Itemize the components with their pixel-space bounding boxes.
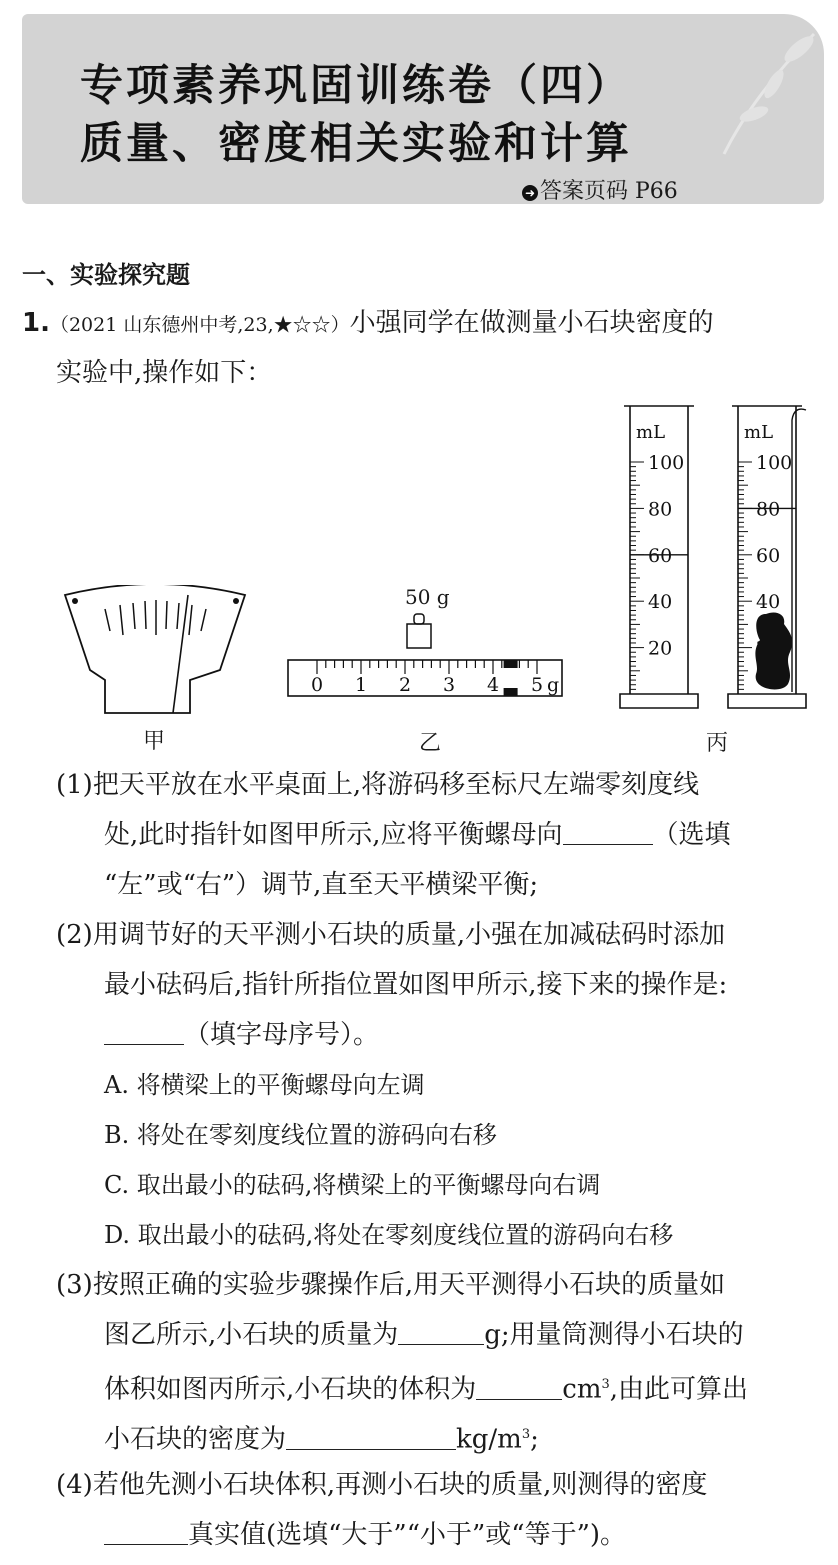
rider-bottom-mark xyxy=(504,688,518,696)
part4-text: 真实值(选填“大于”“小于”或“等于”)。 xyxy=(188,1520,627,1550)
question-1-stem-line1 xyxy=(22,306,714,342)
answer-page-reference xyxy=(522,174,678,205)
answer-blank-5[interactable] xyxy=(286,1425,456,1450)
unit-kg-per-m: kg/m xyxy=(456,1424,522,1455)
cylinder-unit-label: mL xyxy=(744,422,774,443)
unit-m-exponent: 3 xyxy=(521,1427,531,1442)
part1-line1: (1)把天平放在水平桌面上,将游码移至标尺左端零刻度线 xyxy=(56,770,700,800)
answer-blank-1[interactable] xyxy=(563,820,653,845)
weight-50g-label: 50 g xyxy=(405,585,450,609)
figure-bing-cylinder-water xyxy=(618,402,700,712)
cylinder-tick-label: 80 xyxy=(648,498,673,521)
question-source: （2021 山东德州中考,23,★☆☆） xyxy=(49,314,350,336)
weight-50g-icon xyxy=(404,612,434,650)
unit-cm-exponent: 3 xyxy=(601,1377,610,1392)
figure-jia-label: 甲 xyxy=(143,729,166,754)
cylinder-tick-label: 60 xyxy=(756,544,781,567)
part2-line3 xyxy=(104,1018,379,1052)
part3-text-b: g;用量筒测得小石块的 xyxy=(484,1320,744,1350)
part1-line2 xyxy=(104,818,731,852)
scale-tick-label: 5 xyxy=(531,674,544,696)
part1-text-a: 处,此时指针如图甲所示,应将平衡螺母向 xyxy=(104,820,563,850)
scale-unit-label: g xyxy=(547,674,560,696)
answer-blank-3[interactable] xyxy=(398,1320,484,1345)
part3-text-c: 体积如图丙所示,小石块的体积为 xyxy=(104,1374,477,1405)
part3-text-e: 小石块的密度为 xyxy=(104,1424,287,1455)
scale-tick-label: 2 xyxy=(399,674,412,696)
figure-yi-rider-scale xyxy=(287,656,563,700)
part3-text-a: 图乙所示,小石块的质量为 xyxy=(104,1320,399,1350)
option-a: A. 将横梁上的平衡螺母向左调 xyxy=(104,1071,425,1099)
part3-line3 xyxy=(104,1368,748,1407)
part3-text-f: ; xyxy=(530,1424,539,1455)
rider-top-mark xyxy=(504,660,518,668)
answer-blank-4[interactable] xyxy=(476,1375,562,1400)
cylinder-tick-label: 20 xyxy=(648,637,673,660)
part4-line1: (4)若他先测小石块体积,再测小石块的质量,则测得的密度 xyxy=(56,1470,708,1500)
answer-blank-6[interactable] xyxy=(104,1520,188,1545)
figure-yi-label: 乙 xyxy=(419,731,442,756)
cylinder-tick-label: 100 xyxy=(648,452,685,474)
part2-line2: 最小砝码后,指针所指位置如图甲所示,接下来的操作是: xyxy=(104,970,728,1000)
part1-line3: “左”或“右”）调节,直至天平横梁平衡; xyxy=(104,870,539,900)
figure-bing-label: 丙 xyxy=(706,731,729,756)
part3-line4 xyxy=(104,1418,539,1457)
part2-text: （填字母序号）。 xyxy=(184,1020,380,1050)
option-c: C. 取出最小的砝码,将横梁上的平衡螺母向右调 xyxy=(104,1171,601,1199)
option-d: D. 取出最小的砝码,将处在零刻度线位置的游码向右移 xyxy=(104,1221,674,1249)
cylinder-tick-label: 100 xyxy=(756,452,793,474)
option-b: B. 将处在零刻度线位置的游码向右移 xyxy=(104,1121,497,1149)
scale-tick-label: 3 xyxy=(443,674,456,696)
scale-tick-label: 0 xyxy=(311,674,324,696)
section-heading: 一、实验探究题 xyxy=(22,261,190,289)
part4-line2 xyxy=(104,1518,626,1552)
cylinder-tick-label: 40 xyxy=(648,591,673,614)
cylinder-unit-label: mL xyxy=(636,422,666,443)
answer-blank-2[interactable] xyxy=(104,1020,184,1045)
stone-icon xyxy=(755,612,792,689)
part1-text-b: （选填 xyxy=(652,820,731,850)
part3-line1: (3)按照正确的实验步骤操作后,用天平测得小石块的质量如 xyxy=(56,1270,726,1300)
page-title-line1: 专项素养巩固训练卷（四） xyxy=(80,61,632,111)
answer-ref-text: 答案页码 P66 xyxy=(540,179,678,204)
leaf-decoration-icon xyxy=(704,14,824,164)
figure-jia-pointer-scale xyxy=(60,585,255,715)
part3-line2 xyxy=(104,1318,744,1352)
thread-line xyxy=(792,409,806,692)
figure-bing-cylinder-stone xyxy=(726,402,816,712)
part3-text-d: ,由此可算出 xyxy=(609,1374,749,1405)
scale-tick-label: 1 xyxy=(355,674,368,696)
question-1-stem-line2: 实验中,操作如下： xyxy=(56,358,273,388)
unit-cm: cm xyxy=(562,1374,602,1405)
scale-tick-label: 4 xyxy=(487,674,500,696)
cylinder-tick-label: 80 xyxy=(756,498,781,521)
question-number: 1. xyxy=(22,308,50,338)
page-title-line2: 质量、密度相关实验和计算 xyxy=(80,119,632,169)
part2-line1: (2)用调节好的天平测小石块的质量,小强在加减砝码时添加 xyxy=(56,920,726,950)
cylinder-tick-label: 40 xyxy=(756,591,781,614)
cylinder-tick-label: 60 xyxy=(648,544,673,567)
question-stem-text: 小强同学在做测量小石块密度的 xyxy=(349,308,714,338)
arrow-right-circle-icon: ➜ xyxy=(522,185,538,201)
